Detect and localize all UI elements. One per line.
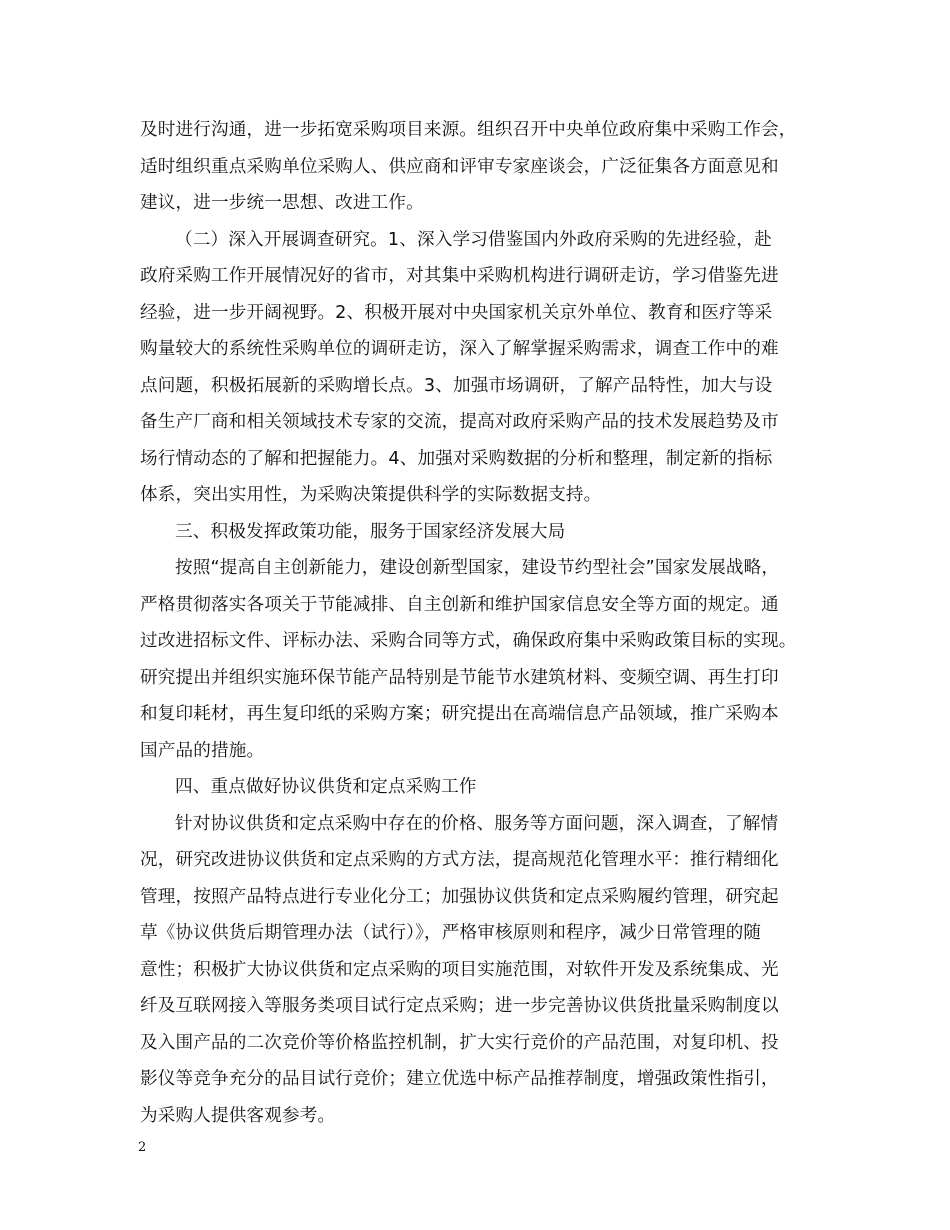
text-line: 过改进招标文件、评标办法、采购合同等方式，确保政府集中采购政策目标的实现。 <box>140 631 797 651</box>
page-number: 2 <box>138 1140 147 1155</box>
text-line: 意性；积极扩大协议供货和定点采购的项目实施范围，对软件开发及系统集成、光 <box>140 960 779 980</box>
text-line: 适时组织重点采购单位采购人、供应商和评审专家座谈会，广泛征集各方面意见和 <box>140 157 779 177</box>
text-line: 点问题，积极拓展新的采购增长点。3、加强市场调研，了解产品特性，加大与设 <box>140 376 773 396</box>
text-line: 及入围产品的二次竞价等价格监控机制，扩大实行竞价的产品范围，对复印机、投 <box>140 1033 779 1053</box>
text-line: 及时进行沟通，进一步拓宽采购项目来源。组织召开中央单位政府集中采购工作会， <box>140 120 797 140</box>
text-line: 政府采购工作开展情况好的省市，对其集中采购机构进行调研走访，学习借鉴先进 <box>140 266 779 286</box>
text-line: 国产品的措施。 <box>140 741 265 761</box>
text-line: 管理，按照产品特点进行专业化分工；加强协议供货和定点采购履约管理，研究起 <box>140 887 779 907</box>
text-line: 体系，突出实用性，为采购决策提供科学的实际数据支持。 <box>140 485 602 505</box>
text-line: （二）深入开展调查研究。1、深入学习借鉴国内外政府采购的先进经验，赴 <box>175 230 772 250</box>
text-line: 纤及互联网接入等服务类项目试行定点采购；进一步完善协议供货批量采购制度以 <box>140 996 779 1016</box>
text-line: 为采购人提供客观参考。 <box>140 1106 336 1126</box>
text-line: 和复印耗材，再生复印纸的采购方案；研究提出在高端信息产品领域，推广采购本 <box>140 704 779 724</box>
text-line: 按照“提高自主创新能力，建设创新型国家，建设节约型社会”国家发展战略， <box>175 558 780 578</box>
text-line: 购量较大的系统性采购单位的调研走访，深入了解掌握采购需求，调查工作中的难 <box>140 339 779 359</box>
text-line: 建议，进一步统一思想、改进工作。 <box>140 193 424 213</box>
text-line: 严格贯彻落实各项关于节能减排、自主创新和维护国家信息安全等方面的规定。通 <box>140 595 779 615</box>
text-line: 针对协议供货和定点采购中存在的价格、服务等方面问题，深入调查，了解情 <box>175 814 779 834</box>
section-heading: 三、积极发挥政策功能，服务于国家经济发展大局 <box>175 522 566 542</box>
text-line: 备生产厂商和相关领域技术专家的交流，提高对政府采购产品的技术发展趋势及市 <box>140 412 779 432</box>
section-heading: 四、重点做好协议供货和定点采购工作 <box>175 777 477 797</box>
text-line: 草《协议供货后期管理办法（试行）》，严格审核原则和程序，减少日常管理的随 <box>140 923 762 943</box>
text-line: 影仪等竞争充分的品目试行竞价；建立优选中标产品推荐制度，增强政策性指引， <box>140 1069 779 1089</box>
text-line: 研究提出并组织实施环保节能产品特别是节能节水建筑材料、变频空调、再生打印 <box>140 668 779 688</box>
text-line: 场行情动态的了解和把握能力。4、加强对采购数据的分析和整理，制定新的指标 <box>140 449 773 469</box>
text-line: 经验，进一步开阔视野。2、积极开展对中央国家机关京外单位、教育和医疗等采 <box>140 303 773 323</box>
text-line: 况，研究改进协议供货和定点采购的方式方法，提高规范化管理水平：推行精细化 <box>140 850 779 870</box>
